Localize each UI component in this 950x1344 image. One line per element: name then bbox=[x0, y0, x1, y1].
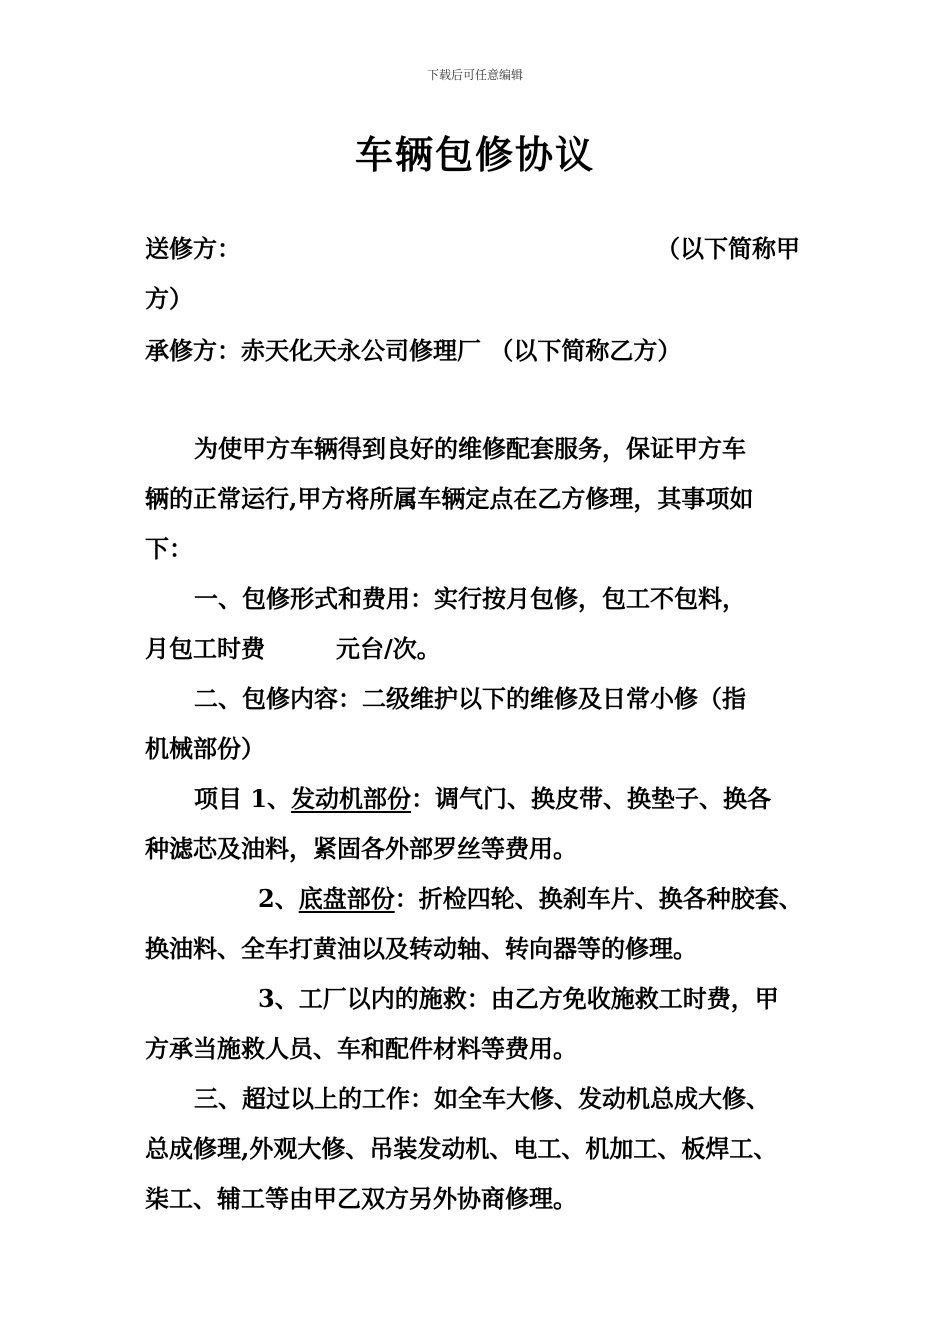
sender-suffix: （以下简称甲 bbox=[656, 234, 800, 263]
intro-line-2: 辆的正常运行,甲方将所属车辆定点在乙方修理，其事项如 bbox=[145, 484, 754, 513]
item1-engine-part: 发动机部份 bbox=[291, 784, 412, 813]
item1-line-2: 种滤芯及油料，紧固各外部罗丝等费用。 bbox=[145, 834, 577, 863]
item1-rest: ：调气门、换皮带、换垫子、换各 bbox=[411, 784, 772, 813]
clause3-line-3: 柒工、辅工等由甲乙双方另外协商修理。 bbox=[145, 1184, 577, 1213]
sender-label: 送修方： bbox=[145, 234, 241, 263]
clause3-line-2: 总成修理,外观大修、吊装发动机、电工、机加工、板焊工、 bbox=[145, 1134, 778, 1163]
item1-line-1 bbox=[194, 782, 771, 816]
item1-prefix: 项目 1、 bbox=[194, 784, 292, 813]
item2-rest: ：折检四轮、换刹车片、换各种胶套、 bbox=[394, 884, 803, 913]
clause2-line-1: 二、包修内容：二级维护以下的维修及日常小修（指 bbox=[194, 684, 746, 713]
item2-line-2: 换油料、全车打黄油以及转动轴、转向器等的修理。 bbox=[145, 934, 697, 963]
repairer-line: 承修方：赤天化天永公司修理厂 （以下简称乙方） bbox=[145, 336, 682, 365]
clause1-line-2b: 元台/次。 bbox=[336, 634, 441, 663]
sender-suffix-wrap: 方） bbox=[145, 284, 193, 313]
clause1-line-2a: 月包工时费 bbox=[145, 634, 265, 663]
item2-chassis-part: 底盘部份 bbox=[298, 884, 395, 913]
item3-line-2: 方承当施救人员、车和配件材料等费用。 bbox=[145, 1034, 577, 1063]
item2-line-1 bbox=[258, 882, 803, 916]
intro-line-3: 下： bbox=[145, 534, 193, 563]
header-note: 下载后可任意编辑 bbox=[426, 68, 523, 82]
item2-prefix: 2、 bbox=[258, 884, 299, 913]
clause1-line-1: 一、包修形式和费用：实行按月包修，包工不包料， bbox=[194, 584, 746, 613]
intro-line-1: 为使甲方车辆得到良好的维修配套服务，保证甲方车 bbox=[194, 434, 746, 463]
clause3-line-1: 三、超过以上的工作：如全车大修、发动机总成大修、 bbox=[194, 1084, 770, 1113]
item3-line-1: 3、工厂以内的施救：由乙方免收施救工时费，甲 bbox=[258, 984, 779, 1013]
clause2-line-2: 机械部份） bbox=[145, 734, 265, 763]
document-title: 车辆包修协议 bbox=[354, 132, 595, 177]
